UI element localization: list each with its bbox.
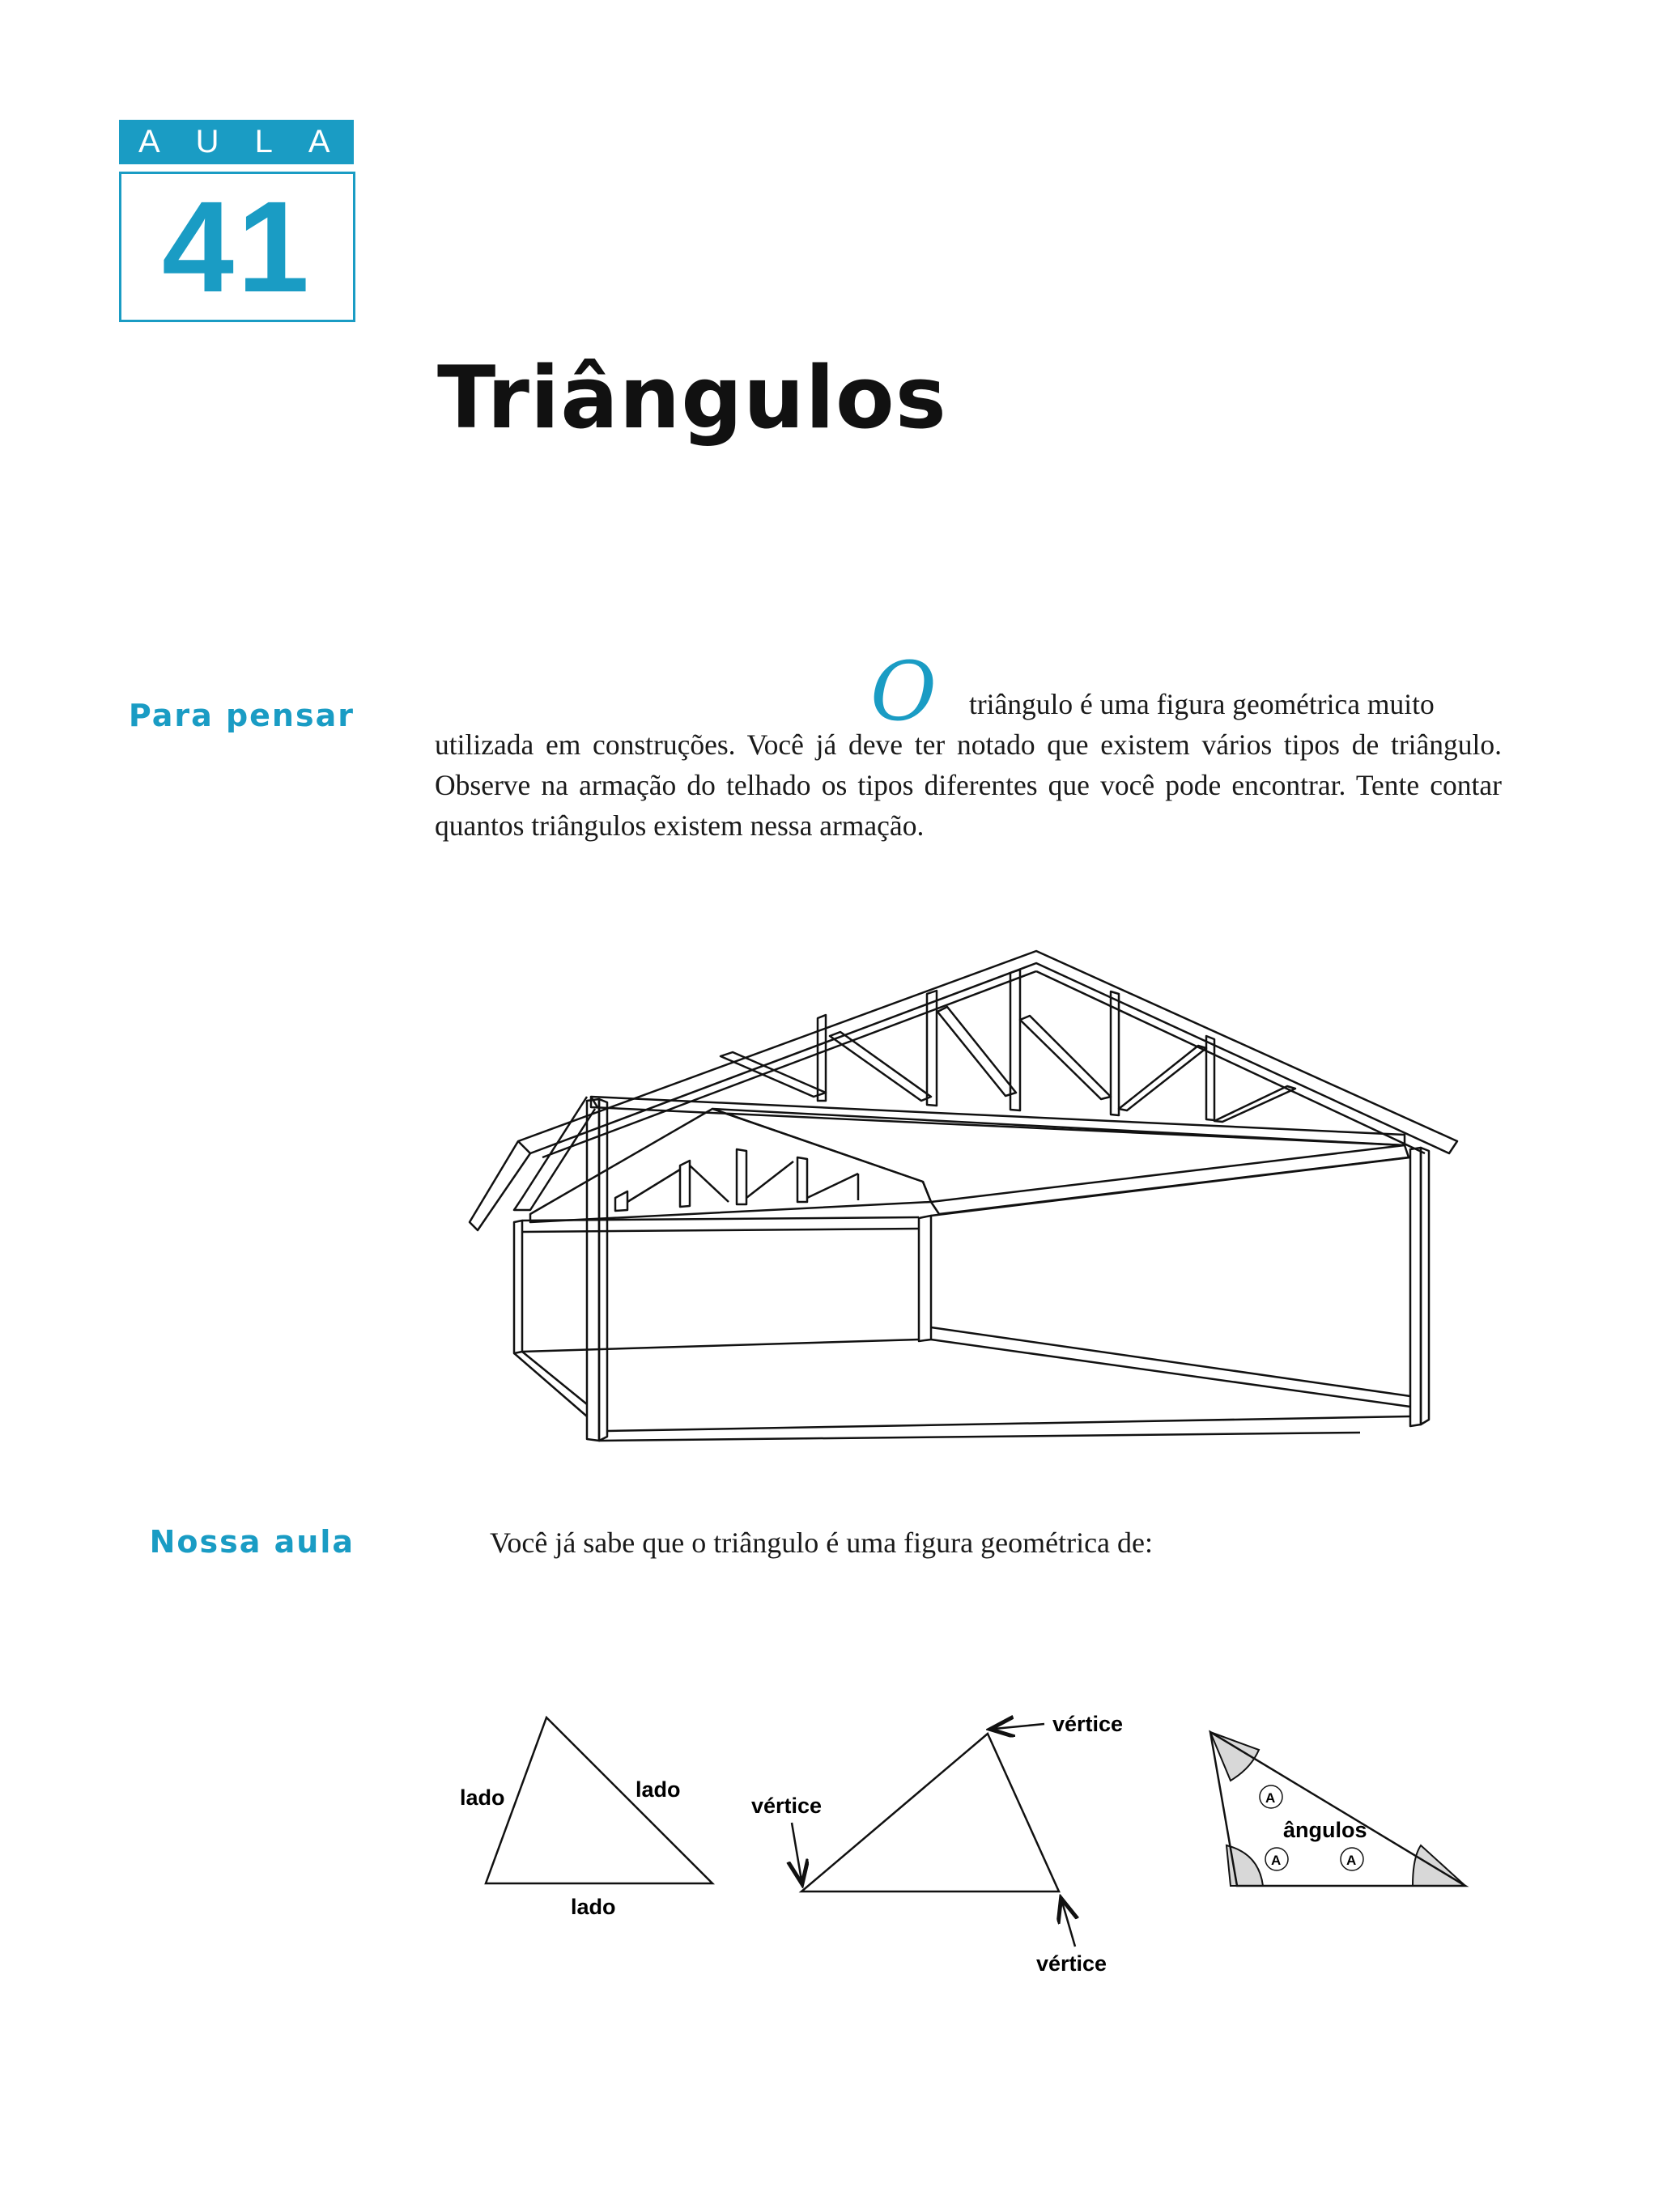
page-title: Triângulos	[437, 348, 947, 448]
label-vertice-top: vértice	[1052, 1712, 1124, 1736]
triangle-vertices	[751, 1712, 1123, 1976]
label-lado-bottom: lado	[571, 1895, 616, 1919]
label-angulos: ângulos	[1283, 1818, 1367, 1842]
section-nossa-aula: Nossa aula	[149, 1524, 355, 1560]
intro-rest: utilizada em construções. Você já deve ter notado que existem vários tipos de triângulo. Observe na armação do telhado os tipos diferentes que você pode encontrar. Tente contar quantos triângulos existem nessa armação.	[435, 728, 1502, 842]
label-vertice-left: vértice	[751, 1794, 823, 1818]
triangle-2-shape	[801, 1734, 1059, 1891]
intro-paragraph	[435, 684, 1502, 846]
nossa-aula-text: Você já sabe que o triângulo é uma figura geométrica de:	[490, 1526, 1154, 1559]
lesson-number: 41	[119, 172, 355, 322]
lesson-badge	[119, 120, 366, 322]
triangle-angles	[1210, 1732, 1465, 1886]
label-vertice-bottom: vértice	[1036, 1951, 1107, 1976]
angle-bottom-right	[1413, 1845, 1465, 1886]
roof-truss-illustration	[453, 923, 1506, 1457]
arrow-vertex-left	[792, 1823, 801, 1880]
arrow-vertex-right	[1062, 1902, 1075, 1947]
drop-cap: O	[870, 644, 937, 739]
angle-mark-1: A	[1265, 1790, 1276, 1806]
angle-mark-3: A	[1346, 1853, 1357, 1868]
intro-line1: triângulo é uma figura geométrica muito	[969, 688, 1435, 720]
lesson-label: AULA	[119, 120, 354, 164]
triangle-diagrams	[453, 1700, 1506, 2007]
arrow-vertex-top	[994, 1724, 1044, 1729]
label-lado-left: lado	[460, 1785, 505, 1810]
section-para-pensar: Para pensar	[128, 698, 355, 733]
label-lado-right: lado	[636, 1777, 681, 1802]
triangle-sides	[460, 1717, 712, 1919]
angle-mark-2: A	[1271, 1853, 1282, 1868]
